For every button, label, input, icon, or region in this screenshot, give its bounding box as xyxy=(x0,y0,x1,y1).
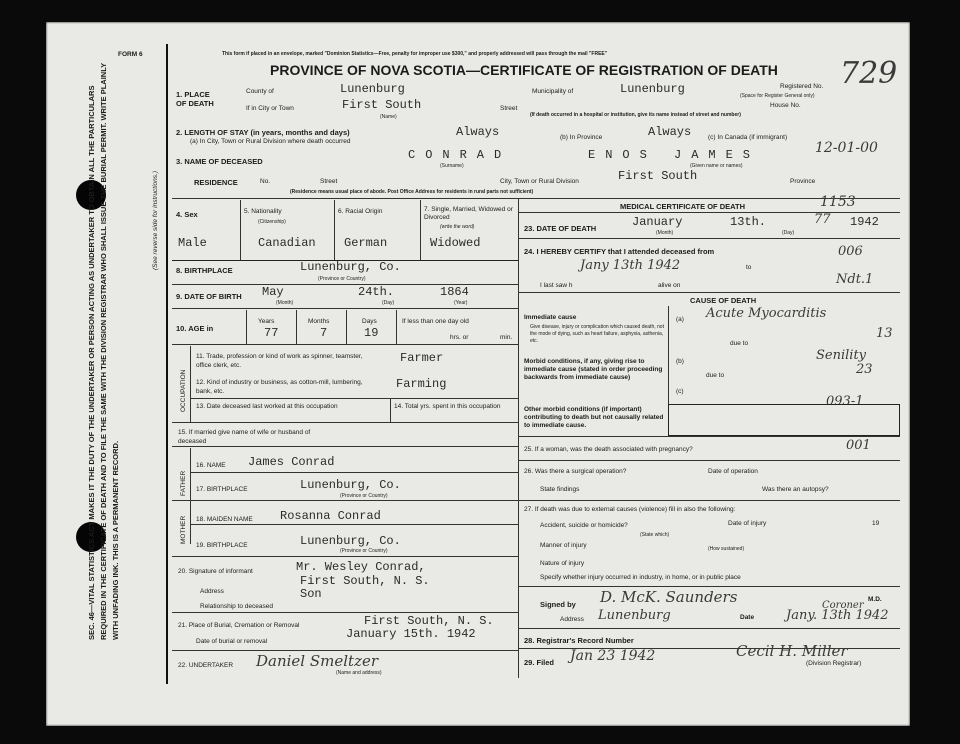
filed-label: 29. Filed xyxy=(524,658,555,667)
age-years: 77 xyxy=(264,326,279,340)
death-month-note: (Month) xyxy=(656,230,674,236)
autopsy-label: Was there an autopsy? xyxy=(762,486,829,493)
divider xyxy=(518,500,900,501)
filed-date: Jan 23 1942 xyxy=(570,648,656,664)
physician-address: Lunenburg xyxy=(598,608,671,623)
manner-label: Manner of injury xyxy=(540,542,587,549)
divider xyxy=(190,524,518,525)
specify-label: Specify whether injury occurred in industry, in home, or in public place xyxy=(540,574,741,581)
divider xyxy=(396,310,397,344)
mother-bp-note: (Province or Country) xyxy=(340,548,388,554)
code-0931: 093-1 xyxy=(826,394,864,409)
immediate-label: Immediate cause xyxy=(524,314,577,321)
age-label: 10. AGE in xyxy=(176,324,214,333)
street-label: Street xyxy=(500,105,518,112)
medical-cert-number: 1153 xyxy=(820,194,856,210)
dob-label: 9. DATE OF BIRTH xyxy=(176,292,242,301)
father-birthplace: Lunenburg, Co. xyxy=(300,478,401,492)
code-23: 23 xyxy=(856,362,873,377)
cause-c-label: (c) xyxy=(676,388,684,395)
divider xyxy=(334,200,335,260)
deceased-given-names: ENOS JAMES xyxy=(588,148,761,162)
father-name: James Conrad xyxy=(248,455,335,469)
death-hw-77: 77 xyxy=(814,212,831,227)
divider xyxy=(172,308,518,309)
death-year: 1942 xyxy=(850,215,879,229)
nationality-label: 5. Nationality xyxy=(244,208,282,215)
stay-c-label: (c) In Canada (if immigrant) xyxy=(708,134,788,141)
marital-value: Widowed xyxy=(430,236,481,250)
undertaker-signature: Daniel Smeltzer xyxy=(256,652,379,670)
maiden-name: Rosanna Conrad xyxy=(280,509,381,523)
burial-date: January 15th. 1942 xyxy=(346,627,476,641)
given-note: (Given name or names) xyxy=(690,163,743,169)
informant-address-label: Address xyxy=(200,588,224,595)
due-to-1: due to xyxy=(730,340,749,347)
morbid-label: Morbid conditions, if any, giving rise to immediate cause (stated in order proceeding backwards from immediate cause) xyxy=(524,358,663,381)
informant-relationship: Son xyxy=(300,587,322,601)
maiden-label: 18. MAIDEN NAME xyxy=(196,516,253,523)
mother-side-label: MOTHER xyxy=(180,515,187,544)
residence-division-label: City, Town or Rural Division xyxy=(500,178,579,185)
racial-value: German xyxy=(344,236,388,250)
stay-a-value: Always xyxy=(456,125,500,139)
medical-code-ndt: Ndt.1 xyxy=(836,272,874,287)
industry-value: Farming xyxy=(396,377,447,391)
hospital-note: (If death occurred in a hospital or institution, give its name instead of street and number) xyxy=(530,112,741,118)
cause-b-value: Senility xyxy=(816,348,867,363)
surgical-label: 26. Was there a surgical operation? xyxy=(524,468,627,475)
signed-date-label: Date xyxy=(740,614,755,621)
stay-b-value: Always xyxy=(648,125,692,139)
registrar-signature: Cecil H. Miller xyxy=(736,642,848,660)
stay-label: 2. LENGTH OF STAY (in years, months and days) xyxy=(176,128,350,137)
code-13: 13 xyxy=(876,326,893,341)
due-to-2: due to xyxy=(706,372,725,379)
other-morbid-label: Other morbid conditions (if important) contributing to death but not causally related to immediate cause. xyxy=(524,406,664,429)
record-number-label: 28. Registrar's Record Number xyxy=(524,636,634,645)
certify-label: 24. I HEREBY CERTIFY that I attended deceased from xyxy=(524,247,715,256)
statute-side-text: SEC. 46—VITAL STATISTICS ACT MAKES IT THE DUTY OF THE UNDERTAKER OR PERSON ACTING AS UNDERTAKER TO OBTAIN ALL THE PARTICULARS REQUIRED IN THE CERTIFICATE OF DEATH AND TO FILE THE SAME WITH THE DIVISION REGISTRAR WHO SHALL ISSUE THE BURIAL PERMIT. WRITE PLAINLY WITH UNFADING INK. THIS IS A PERMANENT RECORD. xyxy=(87,63,120,640)
divider xyxy=(518,238,900,239)
margin-code: 12-01-00 xyxy=(815,140,878,156)
mother-birthplace-label: 19. BIRTHPLACE xyxy=(196,542,248,549)
divider xyxy=(518,212,900,213)
sex-label: 4. Sex xyxy=(176,210,198,219)
document-title: PROVINCE OF NOVA SCOTIA—CERTIFICATE OF REGISTRATION OF DEATH xyxy=(270,62,778,78)
informant-name: Mr. Wesley Conrad, xyxy=(296,560,426,574)
signed-by-label: Signed by xyxy=(540,600,576,609)
last-worked-label: 13. Date deceased last worked at this occupation xyxy=(196,403,338,410)
signed-date: Jany. 13th 1942 xyxy=(786,608,889,623)
residence-province-label: Province xyxy=(790,178,816,185)
registrar-note: (Division Registrar) xyxy=(806,660,862,667)
medical-code-006: 006 xyxy=(838,244,863,259)
divider xyxy=(518,586,900,587)
city-value: First South xyxy=(342,98,422,112)
divider xyxy=(518,460,900,461)
birthplace-note: (Province or Country) xyxy=(318,276,366,282)
operation-date-label: Date of operation xyxy=(708,468,758,475)
father-name-label: 16. NAME xyxy=(196,462,226,469)
marital-label: 7. Single, Married, Widowed or Divorced xyxy=(424,206,513,221)
dob-year: 1864 xyxy=(440,285,469,299)
dob-month: May xyxy=(262,285,284,299)
divider xyxy=(172,422,518,423)
residence-label: RESIDENCE xyxy=(194,178,238,187)
state-findings-label: State findings xyxy=(540,486,580,493)
divider xyxy=(296,310,297,344)
county-value: Lunenburg xyxy=(340,82,405,96)
industry-label: 12. Kind of industry or business, as cotton-mill, lumbering, bank, etc. xyxy=(196,379,363,395)
accident-label: Accident, suicide or homicide? xyxy=(540,522,628,529)
divider xyxy=(390,398,391,422)
registration-number: 729 xyxy=(840,56,898,91)
divider xyxy=(172,612,518,613)
registered-no-label: Registered No. xyxy=(780,83,824,90)
cause-a-value: Acute Myocarditis xyxy=(706,306,827,321)
stay-b-label: (b) In Province xyxy=(560,134,603,141)
informant-label: 20. Signature of informant xyxy=(178,568,253,575)
days-label: Days xyxy=(362,318,377,325)
years-label: Years xyxy=(258,318,275,325)
undertaker-label: 22. UNDERTAKER xyxy=(178,662,234,669)
alive-on-label: alive on xyxy=(658,282,681,289)
age-months: 7 xyxy=(320,326,328,340)
mail-notice: This form if placed in an envelope, marked "Dominion Statistics—Free, penalty for improper use $300," and properly addressed will pass through the mail "FREE" xyxy=(222,51,608,57)
cause-b-label: (b) xyxy=(676,358,684,365)
municipality-label: Municipality of xyxy=(532,88,574,95)
min-label: min. xyxy=(500,334,513,341)
divider xyxy=(172,556,518,557)
year-note: (Year) xyxy=(454,300,468,306)
md-label: M.D. xyxy=(868,596,882,603)
name-note: (Name) xyxy=(380,114,397,120)
cause-title: CAUSE OF DEATH xyxy=(690,296,757,305)
months-label: Months xyxy=(308,318,330,325)
nature-label: Nature of injury xyxy=(540,560,585,567)
last-saw-label: I last saw h xyxy=(540,282,573,289)
left-border xyxy=(166,44,168,684)
trade-label: 11. Trade, profession or kind of work as spinner, teamster, office clerk, etc. xyxy=(196,353,363,369)
divider xyxy=(172,446,518,447)
residence-street-label: Street xyxy=(320,178,338,185)
divider xyxy=(240,200,241,260)
less-than-day-label: If less than one day old xyxy=(402,318,469,325)
county-label: County of xyxy=(246,88,274,95)
divider xyxy=(190,398,518,399)
stay-a-label: (a) In City, Town or Rural Division where death occurred xyxy=(190,138,351,145)
divider xyxy=(518,628,900,629)
surname-note: (Surname) xyxy=(440,163,464,169)
pregnancy-label: 25. If a woman, was the death associated with pregnancy? xyxy=(524,446,693,453)
birthplace-label: 8. BIRTHPLACE xyxy=(176,266,233,275)
divider xyxy=(172,500,518,501)
deceased-surname: CONRAD xyxy=(408,148,512,162)
informant-address: First South, N. S. xyxy=(300,574,430,588)
city-label: If in City or Town xyxy=(246,105,294,112)
state-which-note: (State which) xyxy=(640,532,670,538)
total-years-label: 14. Total yrs. spent in this occupation xyxy=(394,403,501,410)
occupation-side-label: OCCUPATION xyxy=(180,369,187,412)
deceased-label: 3. NAME OF DECEASED xyxy=(176,157,263,166)
immediate-desc: Give disease, injury or complication which caused death, not the mode of dying, such as heart failure, asphyxia, asthenia, etc. xyxy=(530,324,664,344)
side-instructions-note: (See reverse side for instructions.) xyxy=(152,171,159,270)
divider xyxy=(246,310,247,344)
day-note: (Day) xyxy=(382,300,395,306)
divider xyxy=(172,650,518,651)
marital-note: (write the word) xyxy=(440,224,475,230)
mother-birthplace: Lunenburg, Co. xyxy=(300,534,401,548)
death-month: January xyxy=(632,215,683,229)
nationality-value: Canadian xyxy=(258,236,316,250)
undertaker-note: (Name and address) xyxy=(336,670,382,676)
divider xyxy=(420,200,421,260)
burial-place: First South, N. S. xyxy=(364,614,494,628)
divider xyxy=(190,472,518,473)
medical-title: MEDICAL CERTIFICATE OF DEATH xyxy=(620,202,745,211)
physician-address-label: Address xyxy=(560,616,584,623)
death-day: 13th. xyxy=(730,215,767,229)
death-day-note: (Day) xyxy=(782,230,795,236)
relationship-label: Relationship to deceased xyxy=(200,603,273,610)
father-bp-note: (Province or Country) xyxy=(340,493,388,499)
municipality-value: Lunenburg xyxy=(620,82,685,96)
divider xyxy=(346,310,347,344)
divider xyxy=(172,198,900,199)
certify-to-label: to xyxy=(746,264,752,271)
racial-label: 6. Racial Origin xyxy=(338,208,383,215)
divider xyxy=(172,344,518,345)
sustained-note: (How sustained) xyxy=(708,546,745,552)
burial-place-label: 21. Place of Burial, Cremation or Removal xyxy=(178,622,300,629)
father-birthplace-label: 17. BIRTHPLACE xyxy=(196,486,248,493)
month-note: (Month) xyxy=(276,300,294,306)
sex-value: Male xyxy=(178,236,207,250)
registered-no-note: (Space for Register General only) xyxy=(740,93,815,99)
residence-no-label: No. xyxy=(260,178,271,185)
cause-a-label: (a) xyxy=(676,316,684,323)
hrs-label: hrs. or xyxy=(450,334,469,341)
divider xyxy=(518,436,900,437)
injury-date-label: Date of injury xyxy=(728,520,767,527)
certify-date: Jany 13th 1942 xyxy=(580,258,681,273)
column-divider xyxy=(518,198,519,678)
divider xyxy=(190,346,191,422)
date-of-death-label: 23. DATE OF DEATH xyxy=(524,224,597,233)
burial-date-label: Date of burial or removal xyxy=(196,638,268,645)
physician-signature: D. McK. Saunders xyxy=(600,588,738,606)
code-001: 001 xyxy=(846,438,871,453)
residence-note: (Residence means usual place of abode. Post Office Address for residents in rural parts not sufficient) xyxy=(290,189,534,195)
place-label: 1. PLACE OF DEATH xyxy=(176,90,214,108)
age-days: 19 xyxy=(364,326,379,340)
nationality-note: (Citizenship) xyxy=(258,219,286,225)
form-number: FORM 6 xyxy=(118,51,143,58)
wife-label: 15. If married give name of wife or husband of deceased xyxy=(178,429,311,445)
birthplace-value: Lunenburg, Co. xyxy=(300,260,401,274)
external-label: 27. If death was due to external causes (violence) fill in also the following: xyxy=(524,506,736,513)
divider xyxy=(190,448,191,544)
house-label: House No. xyxy=(770,102,801,109)
dob-day: 24th. xyxy=(358,285,395,299)
other-conditions-box xyxy=(668,404,900,436)
coroner-label: Coroner xyxy=(822,600,864,611)
trade-value: Farmer xyxy=(400,351,444,365)
father-side-label: FATHER xyxy=(180,470,187,496)
injury-year-label: 19 xyxy=(872,520,880,527)
residence-division: First South xyxy=(618,169,698,183)
divider xyxy=(518,292,900,293)
